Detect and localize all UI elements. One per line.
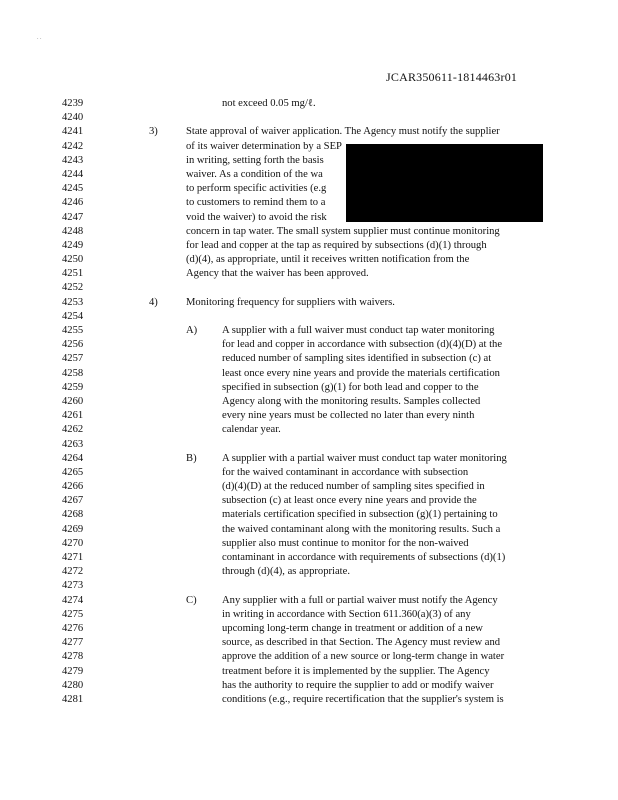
document-line [0, 352, 618, 366]
line-number: 4259 [62, 381, 84, 393]
line-text: for the waived contaminant in accordance with subsection [222, 466, 469, 478]
line-text: Monitoring frequency for suppliers with waivers. [186, 296, 395, 308]
document-line [0, 650, 618, 664]
line-text: void the waiver) to avoid the risk [186, 211, 327, 223]
line-number: 4266 [62, 481, 84, 493]
document-line [0, 367, 618, 381]
line-number: 4240 [62, 112, 84, 124]
line-text: to customers to remind them to a [186, 197, 326, 209]
line-number: 4276 [62, 622, 84, 634]
line-number: 4247 [62, 211, 84, 223]
line-text: approve the addition of a new source or long-term change in water [222, 651, 505, 663]
document-line [0, 551, 618, 565]
line-number: 4245 [62, 183, 84, 195]
line-text: has the authority to require the supplier to add or modify waiver [222, 679, 494, 691]
line-number: 4246 [62, 197, 84, 209]
scan-specks: . . [37, 35, 42, 41]
line-text: concern in tap water. The small system supplier must continue monitoring [186, 225, 500, 237]
line-text: in writing, setting forth the basis [186, 154, 324, 166]
line-number: 4268 [62, 509, 84, 521]
document-line [0, 665, 618, 679]
document-line [0, 594, 618, 608]
line-text: treatment before it is implemented by the supplier. The Agency [222, 665, 490, 677]
document-line [0, 125, 618, 139]
document-line [0, 608, 618, 622]
line-text: the waived contaminant along with the monitoring results. Such a [222, 523, 501, 535]
document-line [0, 523, 618, 537]
line-number: 4258 [62, 367, 84, 379]
line-text: source, as described in that Section. The Agency must review and [222, 637, 501, 649]
document-line [0, 239, 618, 253]
document-line [0, 97, 618, 111]
document-line [0, 693, 618, 707]
list-label: 4) [149, 296, 158, 308]
document-line [0, 438, 618, 452]
line-number: 4249 [62, 239, 84, 251]
line-number: 4256 [62, 339, 84, 351]
line-text: calendar year. [222, 424, 281, 436]
line-number: 4242 [62, 140, 84, 152]
line-number: 4260 [62, 395, 84, 407]
document-line [0, 225, 618, 239]
line-number: 4274 [62, 594, 84, 606]
list-label: A) [186, 325, 198, 336]
line-text: least once every nine years and provide the materials certification [222, 367, 500, 379]
line-text: every nine years must be collected no later than every ninth [222, 410, 475, 422]
line-number: 4244 [62, 168, 84, 180]
document-line [0, 409, 618, 423]
line-number: 4264 [62, 452, 84, 464]
document-line [0, 395, 618, 409]
line-number: 4254 [62, 310, 84, 322]
line-text: (d)(4), as appropriate, until it receives written notification from the [186, 254, 470, 266]
line-text: materials certification specified in subsection (g)(1) pertaining to [222, 509, 498, 521]
line-number: 4241 [62, 126, 84, 138]
line-text: to perform specific activities (e.g [186, 183, 327, 195]
line-number: 4267 [62, 495, 84, 507]
document-line [0, 679, 618, 693]
line-number: 4272 [62, 566, 84, 578]
document-line [0, 508, 618, 522]
line-number: 4252 [62, 282, 84, 294]
line-text: through (d)(4), as appropriate. [222, 566, 350, 578]
document-line [0, 267, 618, 281]
line-text: contaminant in accordance with requirements of subsections (d)(1) [222, 552, 506, 563]
line-number: 4271 [62, 552, 84, 563]
document-line [0, 111, 618, 125]
line-text: not exceed 0.05 mg/ℓ. [222, 98, 316, 109]
line-text: for lead and copper in accordance with subsection (d)(4)(D) at the [222, 339, 503, 351]
redaction-box [346, 144, 543, 222]
line-text: Agency along with the monitoring results. Samples collected [222, 395, 481, 407]
line-number: 4269 [62, 523, 84, 535]
document-line [0, 253, 618, 267]
line-text: subsection (c) at least once every nine years and provide the [222, 495, 477, 507]
line-text: A supplier with a full waiver must conduct tap water monitoring [222, 325, 495, 336]
line-text: State approval of waiver application. The Agency must notify the supplier [186, 126, 500, 138]
list-label: C) [186, 594, 197, 606]
line-text: (d)(4)(D) at the reduced number of sampling sites specified in [222, 481, 485, 493]
document-line [0, 565, 618, 579]
line-number: 4253 [62, 296, 84, 308]
line-text: specified in subsection (g)(1) for both lead and copper to the [222, 381, 479, 393]
line-text: Any supplier with a full or partial waiver must notify the Agency [222, 594, 498, 606]
document-line [0, 338, 618, 352]
line-number: 4279 [62, 665, 84, 677]
line-text: reduced number of sampling sites identified in subsection (c) at [222, 353, 492, 365]
line-text: A supplier with a partial waiver must conduct tap water monitoring [222, 452, 507, 464]
line-text: of its waiver determination by a SEP [186, 140, 342, 152]
list-label: B) [186, 452, 197, 464]
document-line [0, 281, 618, 295]
document-line [0, 480, 618, 494]
document-line [0, 466, 618, 480]
document-id-header: JCAR350611-1814463r01 [386, 70, 518, 84]
document-line [0, 494, 618, 508]
line-text: conditions (e.g., require recertification that the supplier's system is [222, 693, 504, 705]
line-number: 4250 [62, 254, 84, 266]
document-line [0, 296, 618, 310]
line-number: 4273 [62, 580, 84, 592]
line-number: 4255 [62, 325, 84, 336]
document-line [0, 452, 618, 466]
line-number: 4265 [62, 466, 84, 478]
document-line [0, 423, 618, 437]
document-line [0, 622, 618, 636]
line-text: upcoming long-term change in treatment or addition of a new [222, 622, 483, 634]
document-line [0, 381, 618, 395]
line-number: 4280 [62, 679, 84, 691]
document-line [0, 537, 618, 551]
line-number: 4243 [62, 154, 84, 166]
list-label: 3) [149, 126, 158, 138]
line-number: 4278 [62, 651, 84, 663]
line-number: 4277 [62, 637, 84, 649]
line-number: 4248 [62, 225, 84, 237]
document-line [0, 310, 618, 324]
line-number: 4275 [62, 608, 84, 620]
line-number: 4263 [62, 438, 84, 450]
line-number: 4270 [62, 537, 84, 549]
line-number: 4257 [62, 353, 84, 365]
line-number: 4261 [62, 410, 84, 422]
line-number: 4281 [62, 693, 84, 705]
line-text: in writing in accordance with Section 611.360(a)(3) of any [222, 608, 471, 620]
line-number: 4251 [62, 268, 84, 280]
line-text: Agency that the waiver has been approved. [186, 268, 369, 280]
line-text: supplier also must continue to monitor for the non-waived [222, 537, 469, 549]
line-text: waiver. As a condition of the wa [186, 168, 323, 180]
document-line [0, 324, 618, 338]
line-number: 4262 [62, 424, 84, 436]
document-line [0, 636, 618, 650]
line-number: 4239 [62, 98, 84, 109]
document-line [0, 579, 618, 593]
line-text: for lead and copper at the tap as required by subsections (d)(1) through [186, 239, 487, 251]
